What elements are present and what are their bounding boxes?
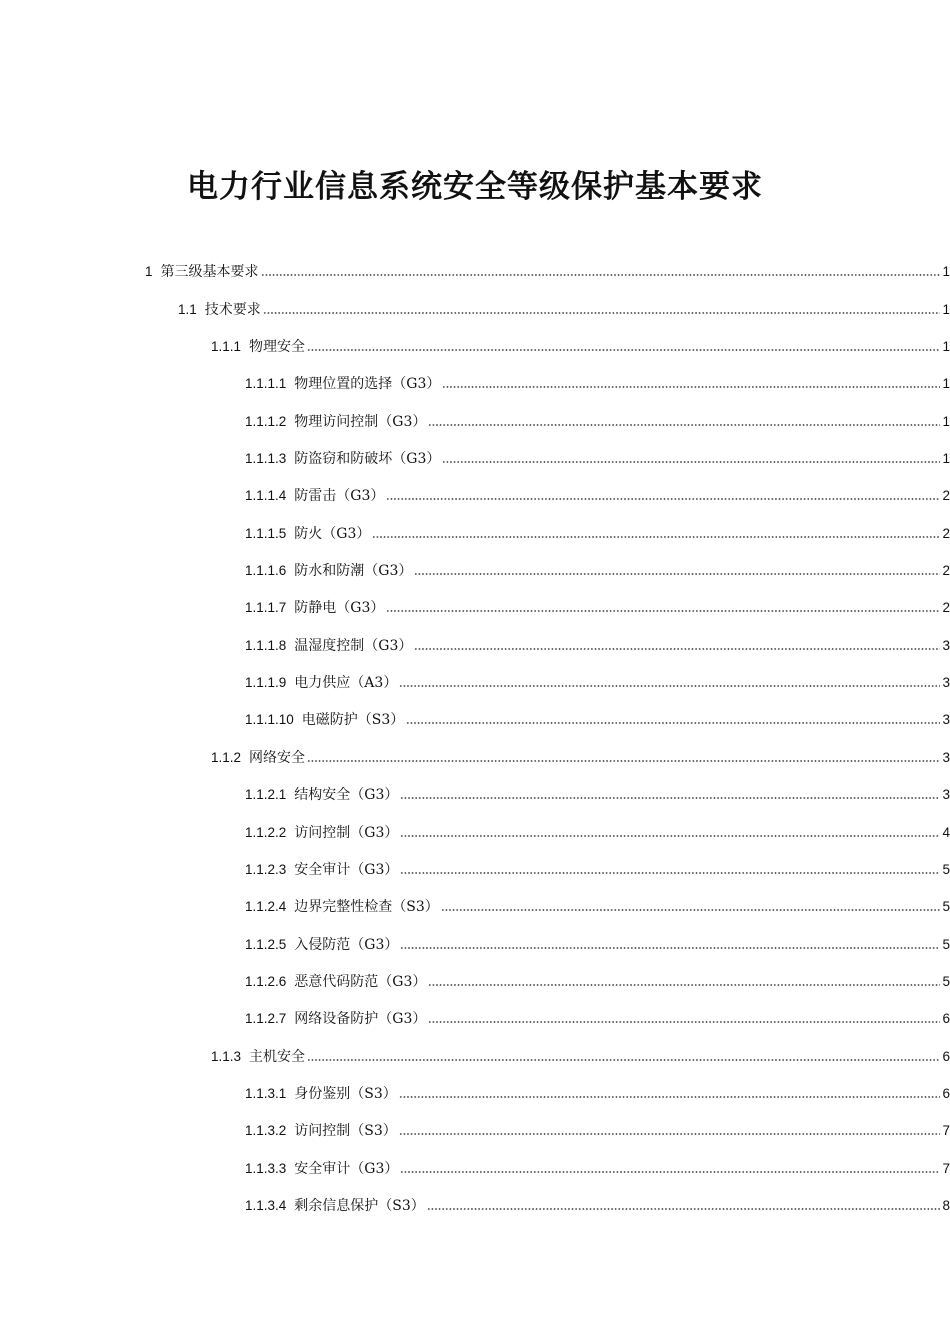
toc-dot-leader (427, 1207, 941, 1211)
toc-entry-page-number: 6 (942, 1048, 950, 1064)
toc-entry-title: 防水和防潮（G3） (294, 563, 413, 580)
toc-entry[interactable] (245, 1149, 950, 1186)
toc-entry-title: 技术要求 (204, 301, 261, 318)
toc-entry[interactable] (245, 925, 950, 962)
toc-entry-number: 1.1.1.8 (245, 637, 287, 653)
toc-entry-page-number: 2 (942, 525, 950, 541)
toc-entry[interactable] (245, 1075, 950, 1112)
toc-entry-page-number: 1 (942, 301, 950, 317)
toc-entry-number: 1.1.3.4 (245, 1197, 287, 1213)
toc-entry[interactable] (245, 626, 950, 663)
toc-dot-leader (399, 1132, 941, 1136)
toc-entry-page-number: 8 (942, 1197, 950, 1213)
toc-entry[interactable] (245, 851, 950, 888)
toc-entry-number: 1.1.1.9 (245, 675, 287, 691)
toc-entry-number: 1.1 (178, 301, 197, 317)
toc-dot-leader (399, 684, 940, 688)
toc-entry-page-number: 2 (942, 600, 950, 616)
toc-entry-page-number: 1 (942, 376, 950, 392)
toc-entry-title: 物理位置的选择（G3） (294, 376, 441, 393)
toc-entry-number: 1.1.1.10 (245, 712, 294, 728)
toc-entry[interactable] (245, 888, 950, 925)
toc-entry-number: 1.1.2 (211, 749, 242, 765)
toc-entry[interactable] (245, 813, 950, 850)
toc-entry-title: 防静电（G3） (294, 600, 385, 617)
toc-entry-number: 1.1.3.3 (245, 1160, 287, 1176)
toc-dot-leader (400, 796, 940, 800)
toc-dot-leader (372, 535, 940, 539)
toc-entry-number: 1.1.2.3 (245, 861, 287, 877)
toc-list (0, 253, 950, 1224)
toc-entry-title: 网络安全 (249, 749, 306, 766)
toc-entry-number: 1.1.1.6 (245, 563, 287, 579)
toc-entry[interactable] (245, 402, 950, 439)
toc-entry-page-number: 3 (942, 637, 950, 653)
toc-entry-title: 边界完整性检查（S3） (294, 899, 439, 916)
toc-entry-page-number: 5 (942, 861, 950, 877)
toc-entry-page-number: 2 (942, 563, 950, 579)
toc-entry-title: 入侵防范（G3） (294, 936, 399, 953)
toc-entry-number: 1.1.3.1 (245, 1085, 287, 1101)
toc-entry[interactable] (245, 1187, 950, 1224)
toc-entry-page-number: 5 (942, 973, 950, 989)
toc-dot-leader (400, 834, 940, 838)
toc-entry-number: 1.1.2.2 (245, 824, 287, 840)
toc-entry-title: 恶意代码防范（G3） (294, 973, 427, 990)
toc-entry-page-number: 4 (942, 824, 950, 840)
toc-entry-title: 主机安全 (249, 1048, 306, 1065)
toc-entry-number: 1 (145, 264, 153, 280)
toc-entry-title: 结构安全（G3） (294, 787, 399, 804)
toc-entry-number: 1.1.3.2 (245, 1123, 287, 1139)
toc-entry-number: 1.1.2.4 (245, 899, 287, 915)
toc-dot-leader (400, 946, 940, 950)
toc-entry-title: 电力供应（A3） (294, 675, 398, 692)
toc-entry-title: 第三级基本要求 (160, 264, 259, 281)
toc-dot-leader (400, 1170, 940, 1174)
toc-entry-page-number: 1 (942, 451, 950, 467)
document-title: 电力行业信息系统安全等级保护基本要求 (187, 168, 763, 205)
toc-entry-title: 身份鉴别（S3） (294, 1085, 397, 1102)
toc-entry-number: 1.1.2.7 (245, 1011, 287, 1027)
toc-entry-number: 1.1.1.1 (245, 376, 287, 392)
toc-entry-title: 温湿度控制（G3） (294, 637, 413, 654)
toc-entry-number: 1.1.1.2 (245, 413, 287, 429)
toc-entry[interactable] (245, 1112, 950, 1149)
toc-dot-leader (442, 460, 940, 464)
toc-entry[interactable] (245, 589, 950, 626)
toc-entry-title: 电磁防护（S3） (301, 712, 405, 729)
toc-dot-leader (386, 497, 940, 501)
toc-dot-leader (442, 385, 940, 389)
toc-dot-leader (263, 311, 941, 315)
toc-entry[interactable] (211, 328, 950, 365)
toc-entry-number: 1.1.2.1 (245, 787, 287, 803)
toc-entry-title: 访问控制（G3） (294, 824, 399, 841)
toc-dot-leader (428, 1020, 940, 1024)
toc-entry-title: 防盗窃和防破坏（G3） (294, 451, 441, 468)
toc-entry[interactable] (245, 776, 950, 813)
toc-entry-page-number: 3 (942, 749, 950, 765)
toc-entry-page-number: 5 (942, 936, 950, 952)
toc-entry-page-number: 1 (942, 413, 950, 429)
toc-entry-title: 安全审计（G3） (294, 1160, 399, 1177)
toc-entry[interactable] (245, 701, 950, 738)
toc-entry-number: 1.1.1.5 (245, 525, 287, 541)
toc-entry-title: 访问控制（S3） (294, 1123, 397, 1140)
toc-entry-page-number: 7 (942, 1160, 950, 1176)
toc-entry-number: 1.1.1.7 (245, 600, 287, 616)
toc-entry[interactable] (245, 440, 950, 477)
toc-dot-leader (261, 273, 941, 277)
toc-dot-leader (307, 759, 940, 763)
toc-dot-leader (414, 647, 940, 651)
toc-entry[interactable] (245, 552, 950, 589)
toc-entry-number: 1.1.1.4 (245, 488, 287, 504)
toc-entry-title: 剩余信息保护（S3） (294, 1197, 425, 1214)
toc-entry[interactable] (211, 738, 950, 775)
toc-entry[interactable] (245, 664, 950, 701)
toc-entry-page-number: 6 (942, 1011, 950, 1027)
toc-entry[interactable] (245, 963, 950, 1000)
toc-entry[interactable] (211, 1037, 950, 1074)
toc-entry-page-number: 5 (942, 899, 950, 915)
toc-dot-leader (441, 908, 941, 912)
toc-dot-leader (399, 1095, 941, 1099)
toc-dot-leader (414, 572, 940, 576)
toc-entry-title: 防雷击（G3） (294, 488, 385, 505)
toc-entry-title: 物理安全 (249, 339, 306, 356)
toc-entry[interactable] (145, 253, 950, 290)
toc-entry-number: 1.1.1.3 (245, 451, 287, 467)
toc-entry-number: 1.1.1 (211, 339, 242, 355)
toc-entry-title: 防火（G3） (294, 525, 371, 542)
toc-dot-leader (428, 423, 940, 427)
toc-dot-leader (406, 721, 940, 725)
toc-entry[interactable] (245, 514, 950, 551)
toc-entry-number: 1.1.2.6 (245, 973, 287, 989)
toc-entry[interactable] (245, 365, 950, 402)
toc-entry-title: 安全审计（G3） (294, 861, 399, 878)
toc-entry-title: 物理访问控制（G3） (294, 413, 427, 430)
toc-entry[interactable] (245, 477, 950, 514)
toc-dot-leader (386, 609, 940, 613)
toc-entry-page-number: 3 (942, 675, 950, 691)
toc-entry-page-number: 2 (942, 488, 950, 504)
toc-dot-leader (400, 871, 940, 875)
toc-entry-page-number: 6 (942, 1085, 950, 1101)
toc-dot-leader (428, 983, 940, 987)
toc-entry-title: 网络设备防护（G3） (294, 1011, 427, 1028)
toc-dot-leader (307, 1058, 940, 1062)
toc-entry-page-number: 1 (942, 339, 950, 355)
toc-dot-leader (307, 348, 940, 352)
toc-entry-number: 1.1.2.5 (245, 936, 287, 952)
toc-entry-page-number: 3 (942, 787, 950, 803)
toc-entry-page-number: 1 (942, 264, 950, 280)
toc-entry-page-number: 7 (942, 1123, 950, 1139)
toc-entry[interactable] (245, 1000, 950, 1037)
toc-entry[interactable] (178, 290, 950, 327)
toc-entry-number: 1.1.3 (211, 1048, 242, 1064)
toc-entry-page-number: 3 (942, 712, 950, 728)
